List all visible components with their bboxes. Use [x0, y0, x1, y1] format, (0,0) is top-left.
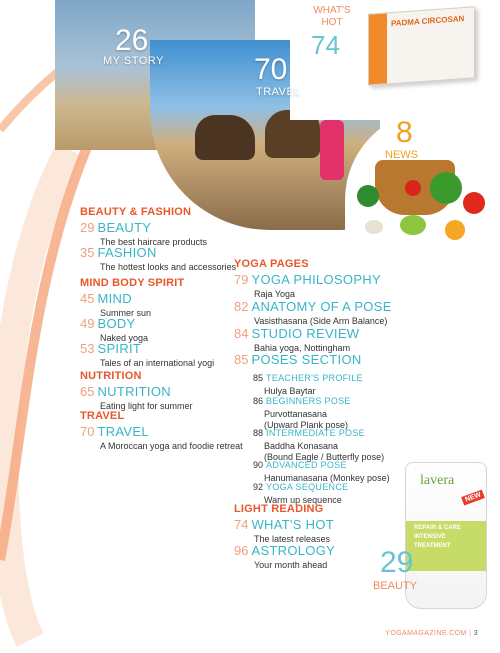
- entry-description: Summer sun: [100, 308, 152, 318]
- footer-divider: |: [469, 630, 474, 637]
- lavera-new-badge: NEW: [461, 489, 485, 505]
- entry-title: NUTRITION: [97, 384, 171, 399]
- footer-page-number: 3: [473, 630, 478, 637]
- entry-astrology[interactable]: [234, 542, 335, 571]
- beauty-feature-label: BEAUTY: [373, 580, 418, 592]
- whats-hot-label: WHAT'S HOT: [313, 5, 351, 28]
- subentry-description: Hanumanasana (Monkey pose): [264, 473, 390, 483]
- news-number: 8: [396, 116, 413, 149]
- section-heading-light-reading: LIGHT READING: [234, 503, 324, 515]
- subentry-page-number: 92: [253, 482, 264, 492]
- entry-whats-hot[interactable]: [234, 516, 334, 545]
- subentry-description: Warm up sequence: [264, 495, 342, 505]
- entry-fashion[interactable]: [80, 244, 236, 273]
- lavera-tube: [405, 462, 487, 609]
- entry-page-number: 65: [80, 384, 95, 399]
- subentry-title: TEACHER'S PROFILE: [266, 373, 363, 383]
- entry-title: WHAT'S HOT: [251, 517, 334, 532]
- subentry-yoga-sequence[interactable]: [253, 477, 348, 506]
- beauty-feature-number: 29: [380, 546, 414, 579]
- my-story-number: 26: [115, 24, 149, 57]
- section-heading-yoga-pages: YOGA PAGES: [234, 258, 309, 270]
- section-heading-beauty-fashion: BEAUTY & FASHION: [80, 206, 192, 218]
- lavera-line1: REPAIR & CARE: [414, 525, 461, 531]
- subentry-title: ADVANCED POSE: [266, 460, 347, 470]
- entry-nutrition[interactable]: [80, 383, 193, 412]
- entry-page-number: 35: [80, 245, 95, 260]
- entry-description: Eating light for summer: [100, 401, 193, 411]
- subentry-description: Hulya Baytar: [264, 386, 316, 396]
- subentry-title: BEGINNERS POSE: [266, 396, 351, 406]
- subentry-page-number: 86: [253, 396, 264, 406]
- entry-description: A Moroccan yoga and foodie retreat: [100, 441, 243, 451]
- entry-title: ASTROLOGY: [251, 543, 336, 558]
- entry-description: The best haircare products: [100, 237, 208, 247]
- subentry-description: Baddha Konasana (Bound Eagle / Butterfly pose): [264, 441, 385, 462]
- entry-title: BODY: [97, 316, 136, 331]
- entry-page-number: 82: [234, 299, 249, 314]
- footer: [385, 630, 478, 637]
- entry-page-number: 74: [234, 517, 249, 532]
- travel-number: 70: [254, 53, 288, 86]
- subentry-page-number: 90: [253, 460, 264, 470]
- entry-description: The latest releases: [254, 534, 331, 544]
- entry-page-number: 70: [80, 424, 95, 439]
- footer-site: YOGAMAGAZINE.COM: [385, 630, 467, 637]
- entry-page-number: 96: [234, 543, 249, 558]
- entry-page-number: 29: [80, 220, 95, 235]
- entry-page-number: 53: [80, 341, 95, 356]
- lavera-line3: TREATMENT: [414, 543, 451, 549]
- entry-page-number: 45: [80, 291, 95, 306]
- subentry-page-number: 88: [253, 428, 264, 438]
- entry-description: Raja Yoga: [254, 289, 296, 299]
- entry-title: SPIRIT: [97, 341, 142, 356]
- entry-page-number: 49: [80, 316, 95, 331]
- subentry-title: INTERMEDIATE POSE: [266, 428, 365, 438]
- entry-description: Vasisthasana (Side Arm Balance): [254, 316, 388, 326]
- entry-description: Naked yoga: [100, 333, 149, 343]
- entry-title: TRAVEL: [97, 424, 149, 439]
- section-heading-nutrition: NUTRITION: [80, 370, 142, 382]
- entry-poses-section[interactable]: [234, 351, 362, 369]
- entry-title: STUDIO REVIEW: [251, 326, 360, 341]
- news-label: NEWS: [385, 149, 418, 161]
- entry-title: ANATOMY OF A POSE: [251, 299, 392, 314]
- entry-title: BEAUTY: [97, 220, 152, 235]
- section-heading-travel: TRAVEL: [80, 410, 125, 422]
- lavera-line2: INTENSIVE: [414, 534, 446, 540]
- whats-hot-number: 74: [311, 30, 340, 60]
- entry-studio-review[interactable]: [234, 325, 359, 354]
- section-heading-mind-body-spirit: MIND BODY SPIRIT: [80, 277, 185, 289]
- entry-page-number: 85: [234, 352, 249, 367]
- entry-yoga-philosophy[interactable]: [234, 271, 381, 300]
- my-story-label: MY STORY: [103, 55, 164, 67]
- entry-description: Your month ahead: [254, 560, 328, 570]
- lavera-brand: lavera: [420, 473, 455, 488]
- entry-page-number: 79: [234, 272, 249, 287]
- entry-page-number: 84: [234, 326, 249, 341]
- entry-title: YOGA PHILOSOPHY: [251, 272, 381, 287]
- subentry-page-number: 85: [253, 373, 264, 383]
- entry-description: The hottest looks and accessories: [100, 262, 237, 272]
- padma-brand: PADMA CIRCOSAN: [391, 14, 465, 29]
- entry-title: POSES SECTION: [251, 352, 362, 367]
- subentry-description: Purvottanasana (Upward Plank pose): [264, 409, 349, 430]
- entry-travel[interactable]: [80, 423, 243, 452]
- entry-description: Tales of an international yogi: [100, 358, 215, 368]
- subentry-title: YOGA SEQUENCE: [266, 482, 349, 492]
- entry-spirit[interactable]: [80, 340, 214, 369]
- padma-circosan-box: [368, 6, 475, 85]
- entry-description: Bahia yoga, Nottingham: [254, 343, 351, 353]
- entry-title: FASHION: [97, 245, 157, 260]
- travel-label: TRAVEL: [256, 86, 301, 98]
- entry-anatomy-of-a-pose[interactable]: [234, 298, 392, 327]
- entry-title: MIND: [97, 291, 132, 306]
